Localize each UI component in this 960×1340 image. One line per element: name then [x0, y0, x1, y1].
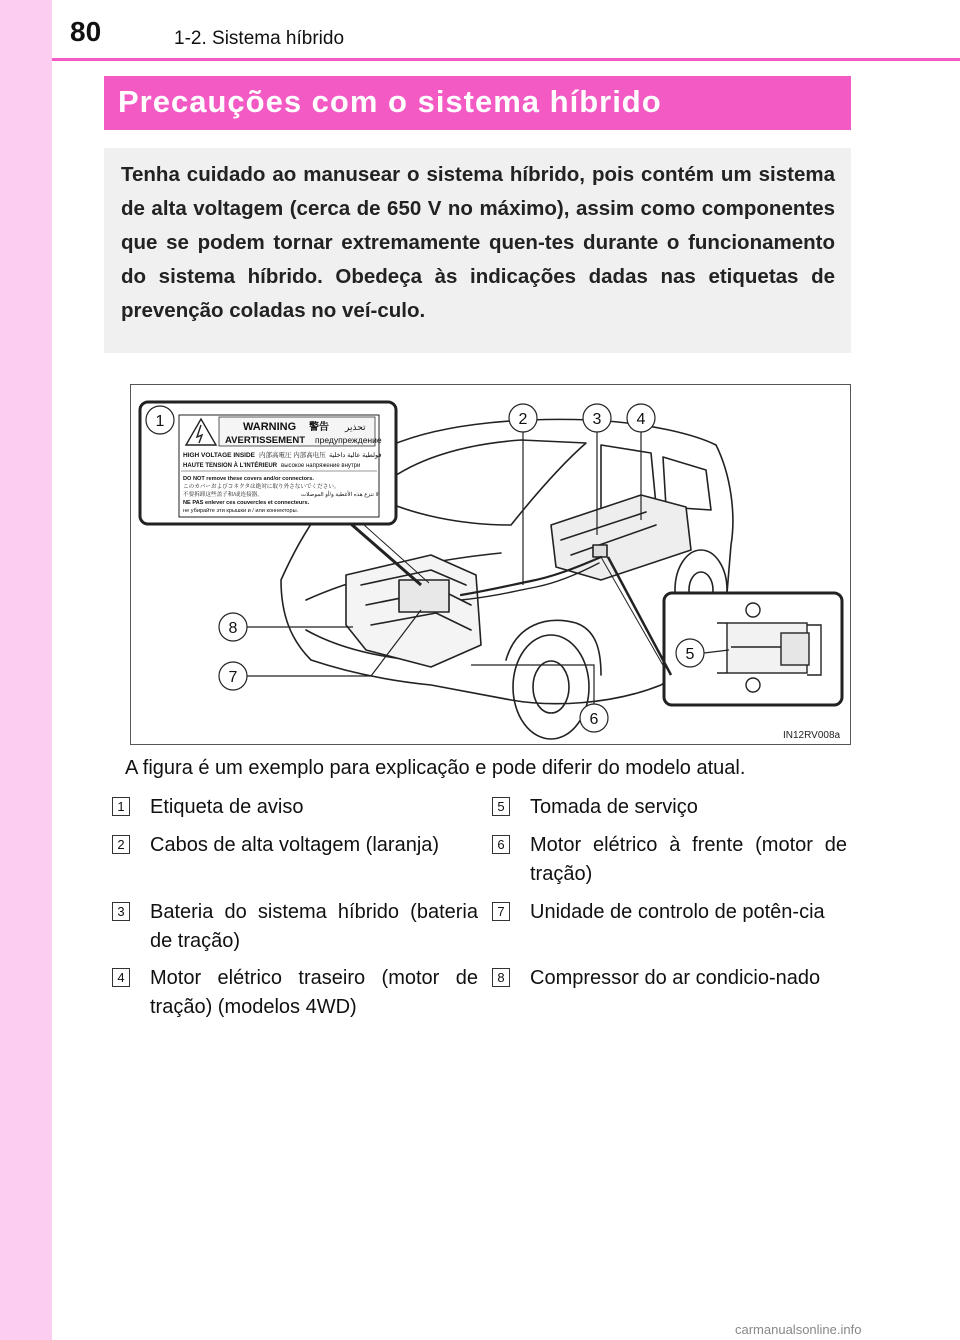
- svg-text:8: 8: [228, 620, 238, 637]
- watermark: carmanualsonline.info: [735, 1322, 862, 1337]
- figure-code: IN12RV008a: [783, 730, 841, 741]
- item-text: Motor elétrico traseiro (motor de tração) (modelos 4WD): [150, 967, 478, 1018]
- control-unit: [399, 580, 449, 612]
- label-warning-ru: предупреждение: [315, 435, 382, 445]
- vehicle-illustration: [131, 385, 850, 744]
- page-number: 80: [70, 16, 102, 47]
- vehicle-figure: [130, 384, 851, 745]
- item-text: Unidade de controlo de potên-cia: [530, 901, 825, 923]
- label-warning-jp: 警告: [309, 422, 329, 433]
- callout-1: [146, 406, 174, 434]
- front-hub: [533, 661, 569, 713]
- label-ne-pas: NE PAS enlever ces couvercles et connecteurs.: [183, 500, 310, 506]
- label-warning-ar: تحذير: [345, 422, 366, 432]
- intro-text: Tenha cuidado ao manusear o sistema híbrido, pois contém um sistema de alta voltagem (cerca de 650 V no máximo), assim como componentes que se podem tornar extremamente quen-tes durante o funcionamento do sistema híbrido. Obedeça às indicações dadas nas etiquetas de prevenção coladas no veí-culo.: [121, 163, 835, 322]
- item-text: Cabos de alta voltagem (laranja): [150, 834, 440, 856]
- list-item: [492, 964, 847, 993]
- item-number: 1: [112, 797, 130, 816]
- item-number: 8: [492, 968, 510, 987]
- list-item: [112, 898, 478, 956]
- label-jp-line: このカバーおよびコネクタは絶対に取り外さないでください。: [183, 484, 340, 490]
- label-ru-line: не убирайте эти крышки и / или коннекторы.: [183, 508, 299, 514]
- list-item: [112, 793, 478, 822]
- intro-box: [104, 148, 851, 353]
- list-item: [492, 898, 847, 927]
- page-margin-strip: [0, 0, 52, 1340]
- item-number: 5: [492, 797, 510, 816]
- label-do-not-remove: DO NOT remove these covers and/or connectors.: [183, 476, 314, 482]
- list-item: [112, 964, 478, 1022]
- svg-text:6: 6: [589, 711, 599, 728]
- item-number: 3: [112, 902, 130, 921]
- item-number: 6: [492, 835, 510, 854]
- item-text: Motor elétrico à frente (motor de tração): [530, 834, 847, 885]
- label-hv-ru: высокое напряжение внутри: [281, 463, 361, 469]
- item-number: 7: [492, 902, 510, 921]
- list-item: [492, 793, 847, 822]
- front-wheel: [513, 635, 589, 739]
- svg-text:2: 2: [518, 411, 528, 428]
- svg-text:1: 1: [155, 413, 165, 430]
- svg-text:4: 4: [636, 411, 646, 428]
- svg-text:5: 5: [685, 646, 695, 663]
- title-banner: [104, 76, 851, 130]
- item-number: 2: [112, 835, 130, 854]
- item-text: Compressor do ar condicio-nado: [530, 967, 821, 989]
- item-text: Bateria do sistema híbrido (bateria de tração): [150, 901, 478, 952]
- list-item: [492, 831, 847, 889]
- windshield: [371, 440, 586, 525]
- svg-text:3: 3: [592, 411, 602, 428]
- svg-text:7: 7: [228, 669, 238, 686]
- page-title: Precauções com o sistema híbrido: [118, 84, 662, 119]
- list-item: [112, 831, 478, 860]
- callout-2: [509, 404, 537, 585]
- label-hv-inside: HIGH VOLTAGE INSIDE: [183, 452, 255, 459]
- service-plug-small: [593, 545, 607, 557]
- label-haute-tension: HAUTE TENSION À L'INTÉRIEUR: [183, 463, 278, 469]
- label-cn-line: 不要拆卸这些盖子和/或连接器。: [183, 492, 263, 498]
- label-hv-ar: فولطية عالية داخلية: [329, 452, 382, 459]
- label-warning: WARNING: [243, 421, 297, 433]
- label-avertissement: AVERTISSEMENT: [225, 435, 306, 446]
- header-rule: [52, 58, 960, 61]
- item-text: Tomada de serviço: [530, 796, 698, 818]
- figure-caption: A figura é um exemplo para explicação e pode diferir do modelo atual.: [125, 757, 746, 779]
- item-text: Etiqueta de aviso: [150, 796, 304, 818]
- label-ar-line: لا تنزع هذه الأغطية و/أو الموصلات: [301, 492, 379, 498]
- section-header: 1-2. Sistema híbrido: [174, 28, 345, 49]
- label-hv-jp: 内部高電圧 内部高电压: [259, 452, 326, 459]
- item-number: 4: [112, 968, 130, 987]
